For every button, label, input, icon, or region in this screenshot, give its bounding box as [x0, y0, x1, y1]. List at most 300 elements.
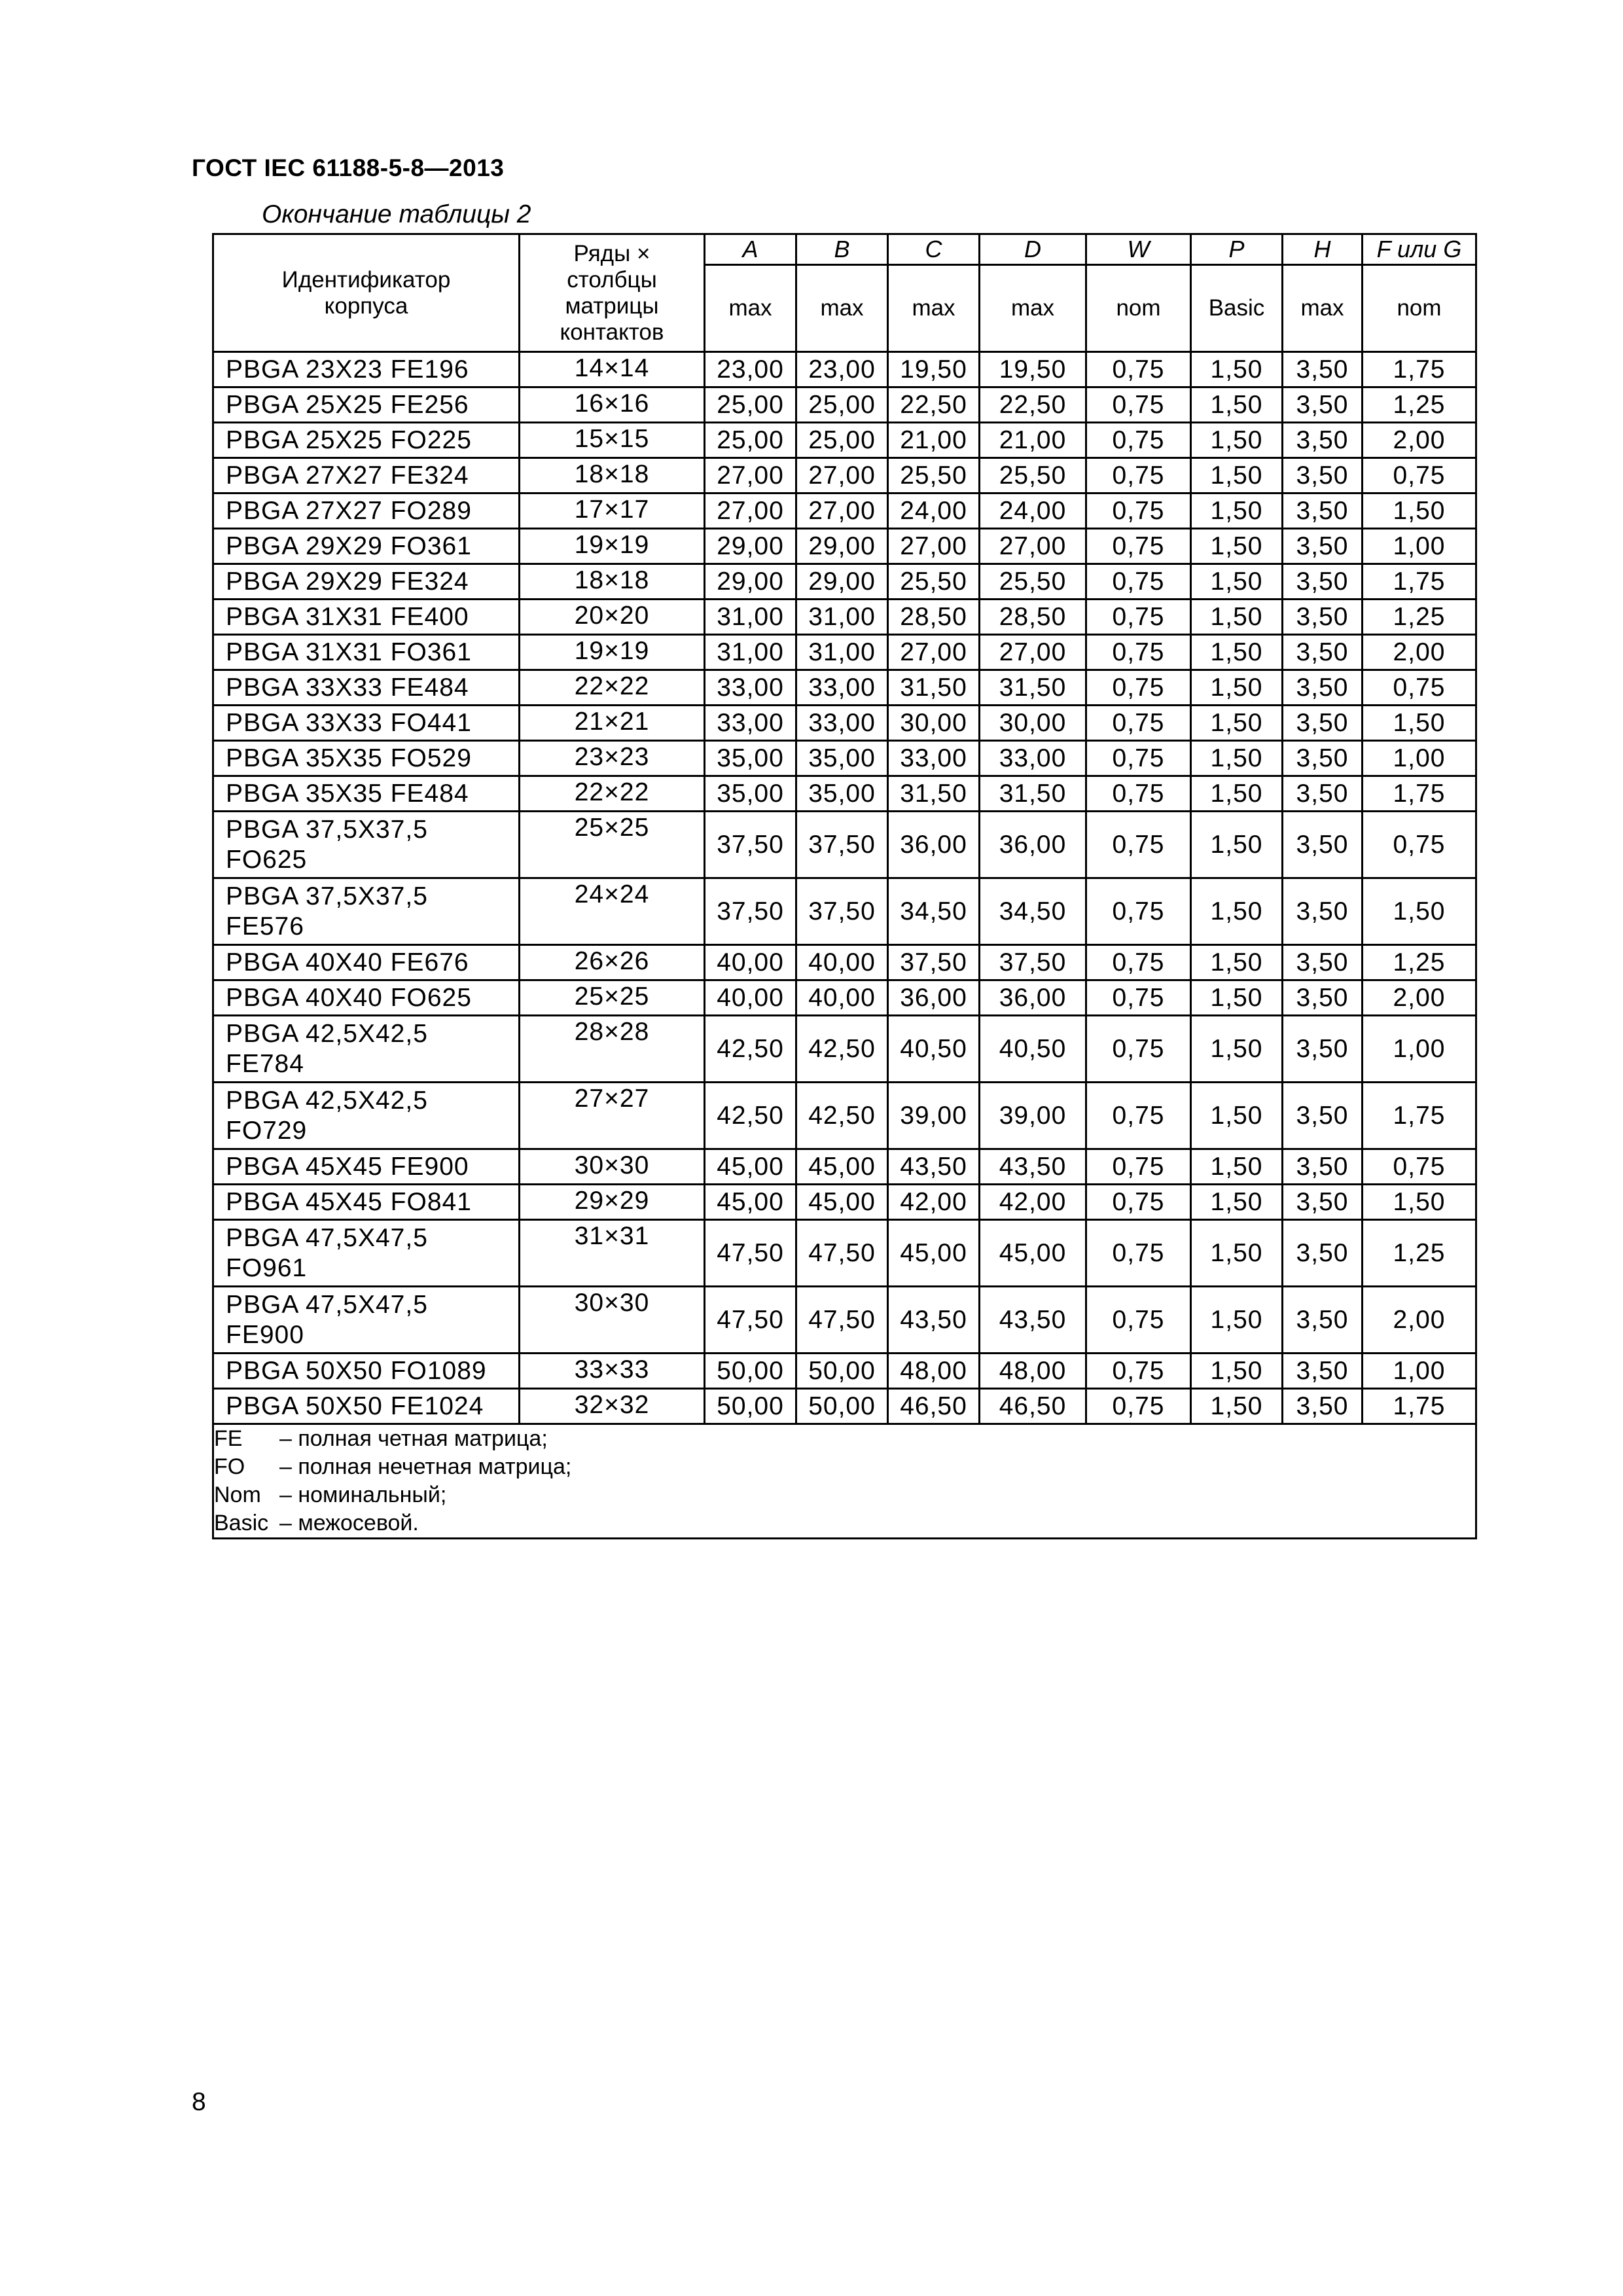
- dimension-value: 27,00: [705, 458, 796, 493]
- dimension-value: 29,00: [796, 529, 888, 564]
- dimension-value: 1,50: [1191, 1149, 1283, 1185]
- table-caption: Окончание таблицы 2: [262, 200, 531, 228]
- dimension-value: 0,75: [1086, 387, 1191, 423]
- dimension-value: 3,50: [1283, 1185, 1363, 1220]
- contact-grid: 15×15: [520, 423, 705, 458]
- table-row: [213, 878, 1476, 945]
- dimension-value: 42,00: [980, 1185, 1086, 1220]
- dimension-value: 1,25: [1363, 945, 1476, 980]
- dimension-value: 37,50: [888, 945, 980, 980]
- dimension-value: 31,00: [796, 600, 888, 635]
- dimension-value: 33,00: [705, 706, 796, 741]
- dimension-value: 1,50: [1191, 529, 1283, 564]
- package-identifier: PBGA 45X45 FE900: [213, 1149, 520, 1185]
- dimension-value: 24,00: [888, 493, 980, 529]
- contact-grid: 21×21: [520, 706, 705, 741]
- dimension-value: 1,50: [1363, 493, 1476, 529]
- dimension-value: 37,50: [796, 812, 888, 878]
- table-row: [213, 945, 1476, 980]
- package-identifier: PBGA 35X35 FO529: [213, 741, 520, 776]
- dimension-value: 47,50: [705, 1287, 796, 1354]
- note-text: – межосевой.: [279, 1511, 419, 1535]
- note-line: [214, 1481, 1475, 1509]
- dimension-value: 33,00: [705, 670, 796, 706]
- dimension-value: 1,50: [1191, 493, 1283, 529]
- dimension-value: 50,00: [796, 1354, 888, 1389]
- contact-grid: 14×14: [520, 352, 705, 387]
- dimension-value: 2,00: [1363, 1287, 1476, 1354]
- header-symbol: P: [1191, 234, 1283, 265]
- package-identifier: PBGA 31X31 FE400: [213, 600, 520, 635]
- dimension-value: 34,50: [888, 878, 980, 945]
- dimension-value: 1,50: [1191, 352, 1283, 387]
- dimension-value: 27,00: [888, 635, 980, 670]
- package-dimensions-table: [212, 233, 1477, 1539]
- header-unit: max: [1283, 265, 1363, 352]
- header-unit: max: [705, 265, 796, 352]
- header-unit: max: [980, 265, 1086, 352]
- dimension-value: 45,00: [980, 1220, 1086, 1287]
- dimension-value: 40,50: [980, 1016, 1086, 1083]
- dimension-value: 1,00: [1363, 1016, 1476, 1083]
- page-number: 8: [192, 2088, 206, 2116]
- dimension-value: 1,75: [1363, 776, 1476, 812]
- dimension-value: 25,00: [796, 423, 888, 458]
- dimension-value: 1,50: [1363, 706, 1476, 741]
- note-abbr: FO: [214, 1454, 245, 1479]
- contact-grid: 33×33: [520, 1354, 705, 1389]
- package-identifier: PBGA 35X35 FE484: [213, 776, 520, 812]
- table-row: [213, 670, 1476, 706]
- table-row: [213, 1389, 1476, 1424]
- dimension-value: 36,00: [980, 980, 1086, 1016]
- contact-grid: 22×22: [520, 776, 705, 812]
- dimension-value: 0,75: [1086, 493, 1191, 529]
- dimension-value: 33,00: [980, 741, 1086, 776]
- dimension-value: 0,75: [1363, 670, 1476, 706]
- dimension-value: 25,50: [888, 564, 980, 600]
- contact-grid: 19×19: [520, 529, 705, 564]
- dimension-value: 3,50: [1283, 670, 1363, 706]
- dimension-value: 3,50: [1283, 493, 1363, 529]
- note-text: – полная четная матрица;: [279, 1426, 548, 1451]
- table-row: [213, 600, 1476, 635]
- package-identifier: PBGA 25X25 FE256: [213, 387, 520, 423]
- dimension-value: 50,00: [796, 1389, 888, 1424]
- table-row: [213, 635, 1476, 670]
- dimension-value: 3,50: [1283, 564, 1363, 600]
- dimension-value: 1,75: [1363, 1389, 1476, 1424]
- dimension-value: 27,00: [796, 458, 888, 493]
- dimension-value: 1,00: [1363, 1354, 1476, 1389]
- package-identifier: PBGA 47,5X47,5 FO961: [213, 1220, 520, 1287]
- note-text: – полная нечетная матрица;: [279, 1454, 572, 1479]
- package-identifier: PBGA 40X40 FO625: [213, 980, 520, 1016]
- dimension-value: 1,50: [1191, 812, 1283, 878]
- dimension-value: 1,50: [1191, 564, 1283, 600]
- dimension-value: 46,50: [980, 1389, 1086, 1424]
- dimension-value: 0,75: [1086, 1220, 1191, 1287]
- dimension-value: 0,75: [1086, 741, 1191, 776]
- dimension-value: 43,50: [980, 1287, 1086, 1354]
- dimension-value: 1,25: [1363, 1220, 1476, 1287]
- dimension-value: 3,50: [1283, 741, 1363, 776]
- dimension-value: 23,00: [705, 352, 796, 387]
- dimension-value: 1,00: [1363, 741, 1476, 776]
- dimension-value: 3,50: [1283, 1354, 1363, 1389]
- dimension-value: 3,50: [1283, 1016, 1363, 1083]
- dimension-value: 45,00: [888, 1220, 980, 1287]
- dimension-value: 1,00: [1363, 529, 1476, 564]
- contact-grid: 24×24: [520, 878, 705, 945]
- dimension-value: 3,50: [1283, 1149, 1363, 1185]
- dimension-value: 3,50: [1283, 1220, 1363, 1287]
- dimension-value: 48,00: [888, 1354, 980, 1389]
- dimension-value: 31,00: [705, 600, 796, 635]
- table-row: [213, 387, 1476, 423]
- dimension-value: 31,50: [980, 776, 1086, 812]
- dimension-value: 25,00: [796, 387, 888, 423]
- dimension-value: 0,75: [1363, 1149, 1476, 1185]
- table-row: [213, 980, 1476, 1016]
- dimension-value: 27,00: [980, 635, 1086, 670]
- dimension-value: 36,00: [888, 980, 980, 1016]
- package-identifier: PBGA 29X29 FE324: [213, 564, 520, 600]
- dimension-value: 0,75: [1086, 564, 1191, 600]
- dimension-value: 30,00: [888, 706, 980, 741]
- dimension-value: 1,50: [1363, 1185, 1476, 1220]
- dimension-value: 1,50: [1191, 980, 1283, 1016]
- dimension-value: 0,75: [1363, 812, 1476, 878]
- dimension-value: 37,50: [796, 878, 888, 945]
- dimension-value: 0,75: [1086, 458, 1191, 493]
- header-unit: max: [796, 265, 888, 352]
- dimension-value: 47,50: [705, 1220, 796, 1287]
- dimension-value: 1,50: [1191, 1287, 1283, 1354]
- table-row: [213, 1016, 1476, 1083]
- dimension-value: 0,75: [1086, 1083, 1191, 1149]
- dimension-value: 27,00: [705, 493, 796, 529]
- dimension-value: 1,50: [1191, 1389, 1283, 1424]
- notes-cell: [213, 1424, 1476, 1539]
- dimension-value: 42,50: [796, 1016, 888, 1083]
- package-identifier: PBGA 29X29 FO361: [213, 529, 520, 564]
- dimension-value: 0,75: [1086, 423, 1191, 458]
- dimension-value: 3,50: [1283, 529, 1363, 564]
- table-notes: [213, 1424, 1476, 1539]
- dimension-value: 1,50: [1191, 1220, 1283, 1287]
- note-abbr: Nom: [214, 1482, 261, 1507]
- table-row: [213, 493, 1476, 529]
- dimension-value: 45,00: [796, 1149, 888, 1185]
- header-unit: nom: [1363, 265, 1476, 352]
- dimension-value: 1,50: [1191, 635, 1283, 670]
- dimension-value: 1,50: [1191, 945, 1283, 980]
- header-symbol: A: [705, 234, 796, 265]
- dimension-value: 1,50: [1191, 670, 1283, 706]
- dimension-value: 3,50: [1283, 458, 1363, 493]
- dimension-value: 1,25: [1363, 387, 1476, 423]
- dimension-value: 1,50: [1191, 1185, 1283, 1220]
- dimension-value: 27,00: [796, 493, 888, 529]
- dimension-value: 36,00: [980, 812, 1086, 878]
- table-row: [213, 529, 1476, 564]
- dimension-value: 3,50: [1283, 1083, 1363, 1149]
- dimension-value: 45,00: [705, 1149, 796, 1185]
- dimension-value: 3,50: [1283, 1287, 1363, 1354]
- dimension-value: 31,00: [705, 635, 796, 670]
- dimension-value: 35,00: [705, 776, 796, 812]
- dimension-value: 3,50: [1283, 635, 1363, 670]
- dimension-value: 0,75: [1086, 635, 1191, 670]
- header-symbol: W: [1086, 234, 1191, 265]
- dimension-value: 43,50: [888, 1287, 980, 1354]
- header-symbol: C: [888, 234, 980, 265]
- dimension-value: 1,25: [1363, 600, 1476, 635]
- dimension-value: 0,75: [1086, 1016, 1191, 1083]
- contact-grid: 16×16: [520, 387, 705, 423]
- dimension-value: 23,00: [796, 352, 888, 387]
- dimension-value: 37,50: [705, 812, 796, 878]
- dimension-value: 1,75: [1363, 1083, 1476, 1149]
- dimension-value: 25,50: [980, 564, 1086, 600]
- dimension-value: 2,00: [1363, 980, 1476, 1016]
- dimension-value: 25,50: [888, 458, 980, 493]
- package-identifier: PBGA 42,5X42,5 FE784: [213, 1016, 520, 1083]
- package-identifier: PBGA 23X23 FE196: [213, 352, 520, 387]
- contact-grid: 20×20: [520, 600, 705, 635]
- table-row: [213, 812, 1476, 878]
- dimension-value: 25,50: [980, 458, 1086, 493]
- note-text: – номинальный;: [279, 1482, 447, 1507]
- dimension-value: 1,50: [1191, 423, 1283, 458]
- dimension-value: 48,00: [980, 1354, 1086, 1389]
- dimension-value: 3,50: [1283, 706, 1363, 741]
- package-identifier: PBGA 42,5X42,5 FO729: [213, 1083, 520, 1149]
- dimension-value: 29,00: [705, 564, 796, 600]
- contact-grid: 18×18: [520, 458, 705, 493]
- dimension-value: 1,50: [1191, 458, 1283, 493]
- header-grid: Ряды × столбцы матрицы контактов: [520, 234, 705, 352]
- note-line: [214, 1453, 1475, 1481]
- dimension-value: 1,50: [1191, 878, 1283, 945]
- dimension-value: 40,00: [796, 980, 888, 1016]
- dimension-value: 3,50: [1283, 352, 1363, 387]
- note-abbr: FE: [214, 1426, 243, 1451]
- dimension-value: 33,00: [888, 741, 980, 776]
- contact-grid: 18×18: [520, 564, 705, 600]
- dimension-value: 0,75: [1086, 776, 1191, 812]
- dimension-value: 21,00: [888, 423, 980, 458]
- dimension-value: 50,00: [705, 1389, 796, 1424]
- dimension-value: 31,50: [980, 670, 1086, 706]
- package-identifier: PBGA 50X50 FE1024: [213, 1389, 520, 1424]
- dimension-value: 37,50: [705, 878, 796, 945]
- dimension-value: 2,00: [1363, 635, 1476, 670]
- package-identifier: PBGA 37,5X37,5 FO625: [213, 812, 520, 878]
- contact-grid: 23×23: [520, 741, 705, 776]
- dimension-value: 3,50: [1283, 423, 1363, 458]
- dimension-value: 31,50: [888, 776, 980, 812]
- dimension-value: 0,75: [1086, 1389, 1191, 1424]
- dimension-value: 0,75: [1086, 670, 1191, 706]
- dimension-value: 29,00: [705, 529, 796, 564]
- dimension-value: 0,75: [1086, 878, 1191, 945]
- dimension-value: 39,00: [980, 1083, 1086, 1149]
- dimension-value: 0,75: [1086, 352, 1191, 387]
- header-symbol: H: [1283, 234, 1363, 265]
- dimension-value: 3,50: [1283, 878, 1363, 945]
- dimension-value: 1,75: [1363, 564, 1476, 600]
- dimension-value: 3,50: [1283, 812, 1363, 878]
- table-row: [213, 458, 1476, 493]
- dimension-value: 50,00: [705, 1354, 796, 1389]
- header-symbol: D: [980, 234, 1086, 265]
- table-row: [213, 776, 1476, 812]
- dimension-value: 0,75: [1363, 458, 1476, 493]
- contact-grid: 31×31: [520, 1220, 705, 1287]
- dimension-value: 40,00: [705, 945, 796, 980]
- dimension-value: 25,00: [705, 423, 796, 458]
- contact-grid: 19×19: [520, 635, 705, 670]
- table-row: [213, 741, 1476, 776]
- dimension-value: 35,00: [705, 741, 796, 776]
- dimension-value: 40,00: [796, 945, 888, 980]
- dimension-value: 1,50: [1191, 600, 1283, 635]
- header-unit: max: [888, 265, 980, 352]
- table-row: [213, 564, 1476, 600]
- dimension-value: 36,00: [888, 812, 980, 878]
- table-row: [213, 1220, 1476, 1287]
- dimension-value: 33,00: [796, 670, 888, 706]
- dimension-value: 40,50: [888, 1016, 980, 1083]
- header-symbol: B: [796, 234, 888, 265]
- dimension-value: 0,75: [1086, 1185, 1191, 1220]
- dimension-value: 28,50: [980, 600, 1086, 635]
- package-identifier: PBGA 27X27 FE324: [213, 458, 520, 493]
- dimension-value: 1,50: [1191, 387, 1283, 423]
- dimension-value: 1,75: [1363, 352, 1476, 387]
- contact-grid: 28×28: [520, 1016, 705, 1083]
- package-identifier: PBGA 40X40 FE676: [213, 945, 520, 980]
- package-identifier: PBGA 47,5X47,5 FE900: [213, 1287, 520, 1354]
- dimension-value: 42,50: [705, 1016, 796, 1083]
- dimension-value: 0,75: [1086, 529, 1191, 564]
- contact-grid: 22×22: [520, 670, 705, 706]
- dimension-value: 1,50: [1191, 1354, 1283, 1389]
- dimension-value: 0,75: [1086, 812, 1191, 878]
- dimension-value: 28,50: [888, 600, 980, 635]
- dimension-value: 1,50: [1191, 776, 1283, 812]
- package-identifier: PBGA 37,5X37,5 FE576: [213, 878, 520, 945]
- dimension-value: 45,00: [796, 1185, 888, 1220]
- table-header: [213, 234, 1476, 352]
- dimension-value: 47,50: [796, 1287, 888, 1354]
- table-row: [213, 1185, 1476, 1220]
- dimension-value: 2,00: [1363, 423, 1476, 458]
- dimension-value: 22,50: [888, 387, 980, 423]
- package-identifier: PBGA 31X31 FO361: [213, 635, 520, 670]
- dimension-value: 1,50: [1191, 1083, 1283, 1149]
- dimension-value: 42,00: [888, 1185, 980, 1220]
- contact-grid: 25×25: [520, 812, 705, 878]
- dimension-value: 1,50: [1191, 741, 1283, 776]
- dimension-value: 45,00: [705, 1185, 796, 1220]
- contact-grid: 17×17: [520, 493, 705, 529]
- dimension-value: 3,50: [1283, 1389, 1363, 1424]
- dimension-value: 27,00: [980, 529, 1086, 564]
- dimension-value: 33,00: [796, 706, 888, 741]
- note-line: [214, 1509, 1475, 1537]
- package-identifier: PBGA 33X33 FO441: [213, 706, 520, 741]
- contact-grid: 32×32: [520, 1389, 705, 1424]
- dimension-value: 42,50: [705, 1083, 796, 1149]
- header-unit: nom: [1086, 265, 1191, 352]
- dimension-value: 40,00: [705, 980, 796, 1016]
- table-row: [213, 706, 1476, 741]
- dimension-value: 37,50: [980, 945, 1086, 980]
- dimension-value: 0,75: [1086, 600, 1191, 635]
- contact-grid: 30×30: [520, 1287, 705, 1354]
- dimension-value: 0,75: [1086, 1354, 1191, 1389]
- dimension-value: 31,00: [796, 635, 888, 670]
- dimension-value: 3,50: [1283, 980, 1363, 1016]
- dimension-value: 34,50: [980, 878, 1086, 945]
- package-identifier: PBGA 50X50 FO1089: [213, 1354, 520, 1389]
- package-identifier: PBGA 33X33 FE484: [213, 670, 520, 706]
- dimension-value: 1,50: [1191, 706, 1283, 741]
- table-row: [213, 1287, 1476, 1354]
- package-identifier: PBGA 25X25 FO225: [213, 423, 520, 458]
- dimension-value: 43,50: [888, 1149, 980, 1185]
- dimension-value: 1,50: [1191, 1016, 1283, 1083]
- dimension-value: 25,00: [705, 387, 796, 423]
- dimension-value: 22,50: [980, 387, 1086, 423]
- header-unit: Basic: [1191, 265, 1283, 352]
- dimension-value: 47,50: [796, 1220, 888, 1287]
- contact-grid: 27×27: [520, 1083, 705, 1149]
- contact-grid: 26×26: [520, 945, 705, 980]
- dimension-value: 35,00: [796, 741, 888, 776]
- header-symbol: F или G: [1363, 234, 1476, 265]
- dimension-value: 0,75: [1086, 945, 1191, 980]
- dimension-value: 43,50: [980, 1149, 1086, 1185]
- dimension-value: 31,50: [888, 670, 980, 706]
- dimension-value: 1,50: [1363, 878, 1476, 945]
- dimension-value: 42,50: [796, 1083, 888, 1149]
- table-row: [213, 1354, 1476, 1389]
- dimension-value: 3,50: [1283, 776, 1363, 812]
- dimension-value: 0,75: [1086, 1149, 1191, 1185]
- table-body: [213, 352, 1476, 1424]
- contact-grid: 25×25: [520, 980, 705, 1016]
- dimension-value: 3,50: [1283, 600, 1363, 635]
- dimension-value: 0,75: [1086, 1287, 1191, 1354]
- dimension-value: 0,75: [1086, 980, 1191, 1016]
- dimension-value: 35,00: [796, 776, 888, 812]
- package-identifier: PBGA 45X45 FO841: [213, 1185, 520, 1220]
- note-abbr: Basic: [214, 1511, 269, 1535]
- dimension-value: 29,00: [796, 564, 888, 600]
- dimension-value: 3,50: [1283, 945, 1363, 980]
- dimension-value: 19,50: [888, 352, 980, 387]
- dimension-value: 27,00: [888, 529, 980, 564]
- header-identifier: Идентификатор корпуса: [213, 234, 520, 352]
- dimension-value: 3,50: [1283, 387, 1363, 423]
- contact-grid: 30×30: [520, 1149, 705, 1185]
- contact-grid: 29×29: [520, 1185, 705, 1220]
- dimension-value: 24,00: [980, 493, 1086, 529]
